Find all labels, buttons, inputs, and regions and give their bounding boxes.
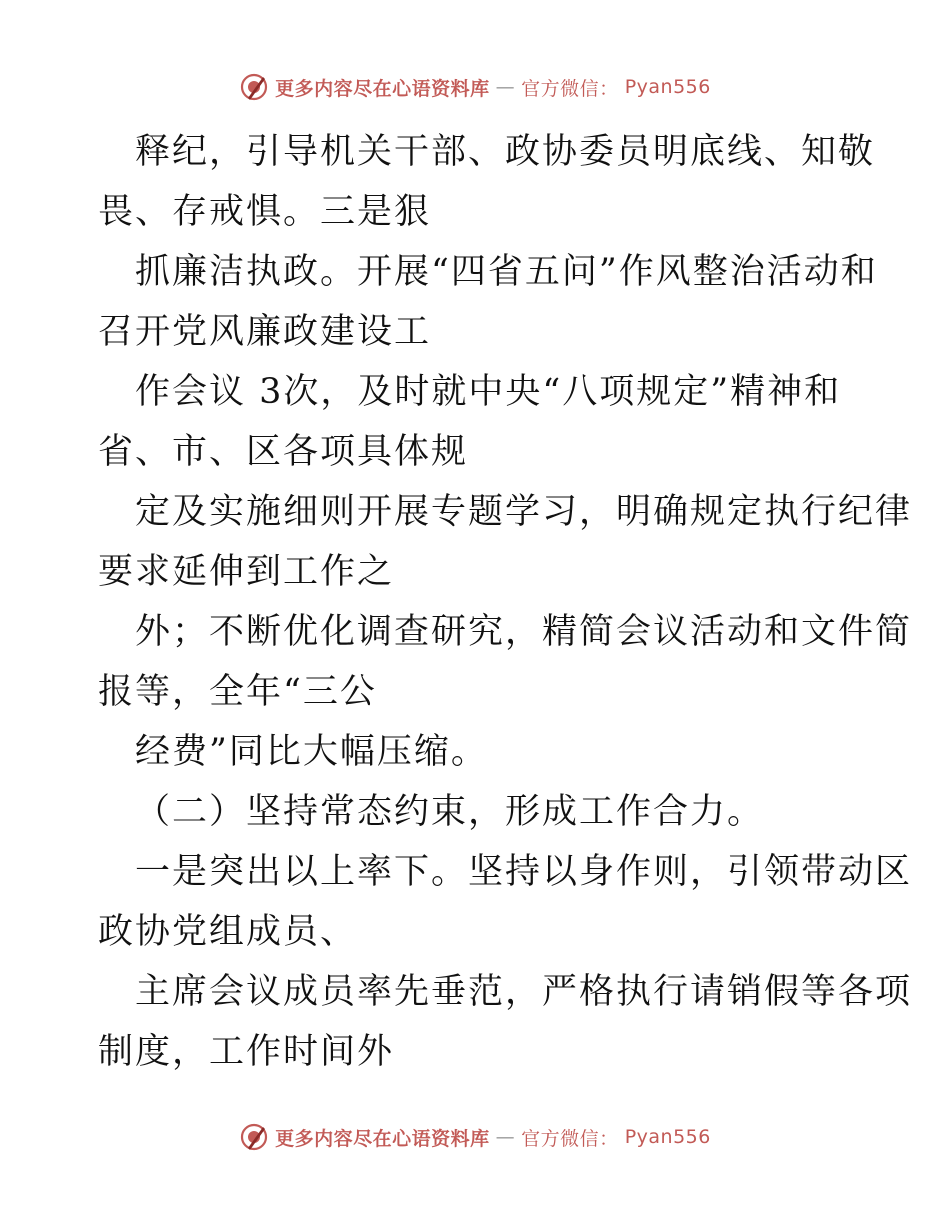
pen-logo-icon bbox=[239, 72, 269, 102]
text-line: 定及实施细则开展专题学习，明确规定执行纪律 bbox=[135, 492, 913, 532]
watermark-wechat-label: 官方微信： bbox=[521, 77, 619, 100]
text-line: 一是突出以上率下。坚持以身作则，引领带动区 bbox=[135, 852, 913, 892]
watermark-main-text: 更多内容尽在心语资料库 bbox=[275, 77, 490, 100]
text-line: 作会议 3次，及时就中央“八项规定”精神和 bbox=[135, 372, 842, 412]
watermark-dash: — bbox=[495, 1126, 516, 1148]
watermark-main-text: 更多内容尽在心语资料库 bbox=[275, 1127, 490, 1150]
watermark-dash: — bbox=[495, 76, 516, 98]
watermark-wechat-id: Pyan556 bbox=[624, 1126, 711, 1148]
text-line: 释纪，引导机关干部、政协委员明底线、知敬 bbox=[135, 132, 876, 172]
text-line: 省、市、区各项具体规 bbox=[98, 432, 469, 472]
text-line: 召开党风廉政建设工 bbox=[98, 312, 432, 352]
header-watermark bbox=[0, 72, 950, 102]
text-line: 经费”同比大幅压缩。 bbox=[135, 732, 488, 772]
text-line: 畏、存戒惧。三是狠 bbox=[98, 192, 432, 232]
text-line: 制度，工作时间外 bbox=[98, 1032, 395, 1072]
footer-watermark bbox=[0, 1122, 950, 1152]
watermark-wechat-label: 官方微信： bbox=[521, 1127, 619, 1150]
watermark-wechat-id: Pyan556 bbox=[624, 76, 711, 98]
text-line: 报等，全年“三公 bbox=[98, 672, 377, 712]
text-line: 主席会议成员率先垂范，严格执行请销假等各项 bbox=[135, 972, 913, 1012]
text-line: 抓廉洁执政。开展“四省五问”作风整治活动和 bbox=[135, 252, 878, 292]
text-line: 政协党组成员、 bbox=[98, 912, 358, 952]
text-line: 外；不断优化调查研究，精简会议活动和文件简 bbox=[135, 612, 913, 652]
text-line: 要求延伸到工作之 bbox=[98, 552, 395, 592]
pen-logo-icon bbox=[239, 1122, 269, 1152]
document-body bbox=[98, 122, 913, 1082]
section-heading: （二）坚持常态约束，形成工作合力。 bbox=[135, 792, 765, 832]
